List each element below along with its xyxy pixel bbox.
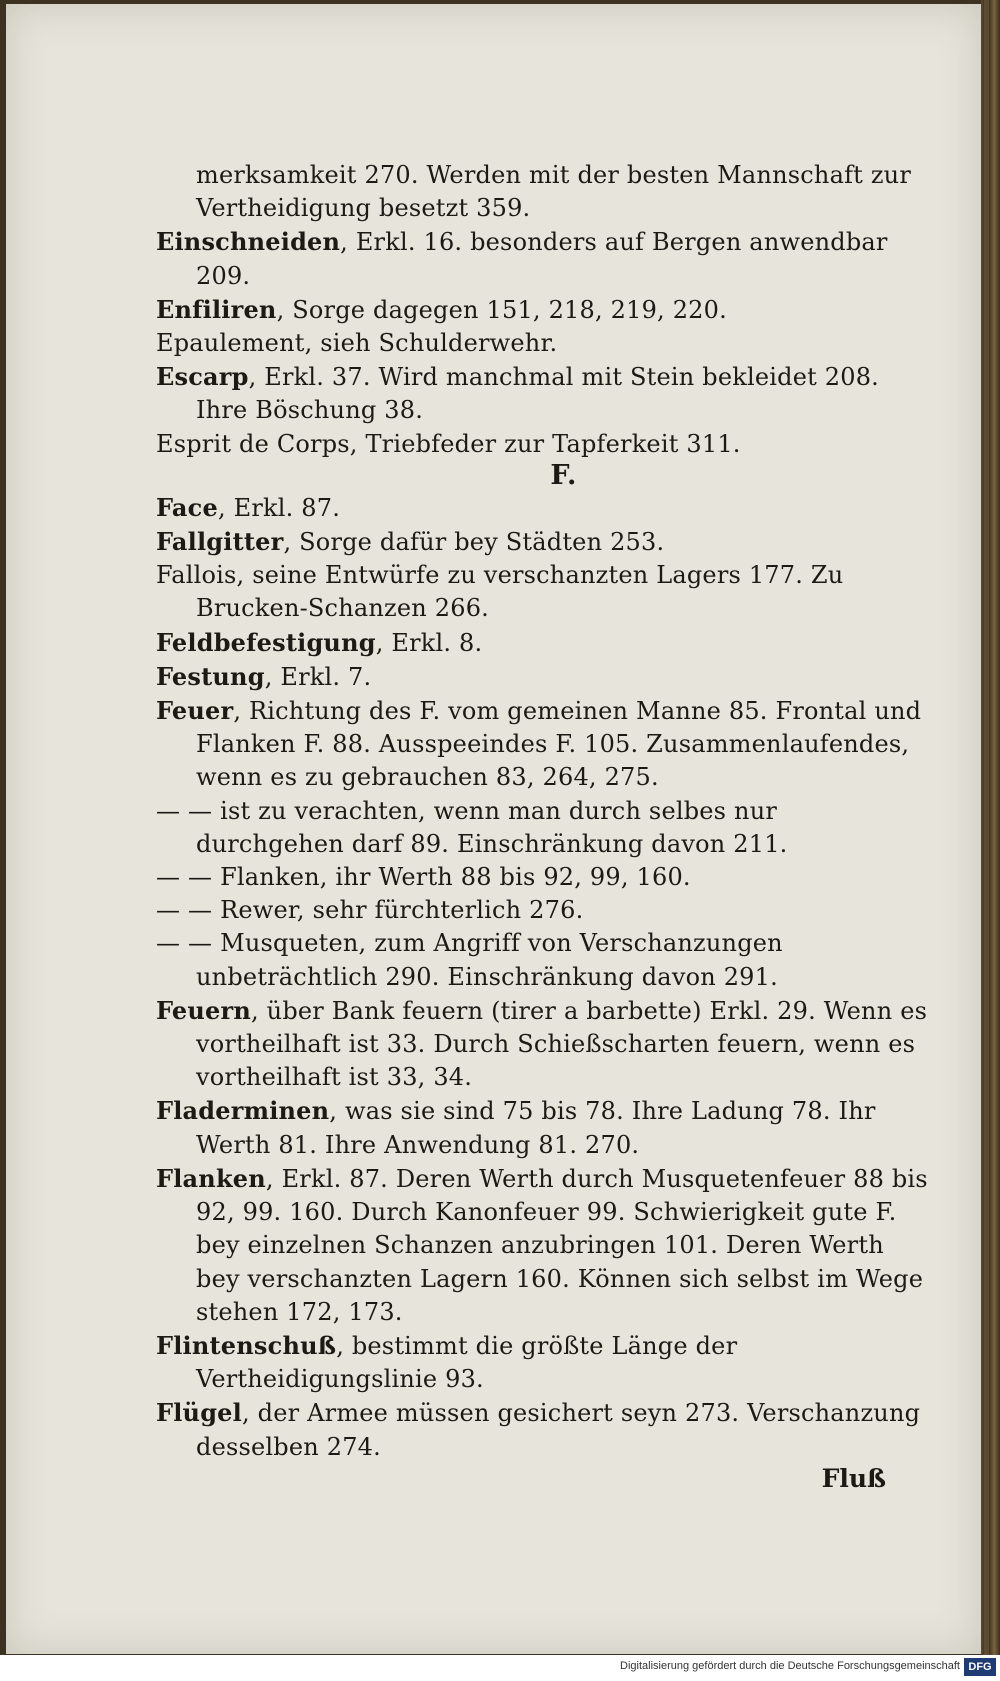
entry-head: Fladerminen xyxy=(156,1096,330,1126)
footer-credit: Digitalisierung gefördert durch die Deutsche Forschungsgemeinschaft xyxy=(620,1660,960,1672)
entry-head: Feldbefestigung xyxy=(156,627,376,657)
book-binding-edge xyxy=(981,0,1000,1655)
index-entry: Flanken, Erkl. 87. Deren Werth durch Musquetenfeuer 88 bis 92, 99. 160. Durch Kanonfeuer 99. Schwierigkeit gute F. bey einzelnen Schanzen anzubringen 101. Deren Werth bey verschanzten Lagern 160. Können sich selbst im Wege stehen 172, 173. xyxy=(156,1163,928,1326)
entry-head: Feuer xyxy=(156,696,234,726)
catchword: Fluß xyxy=(821,1464,886,1493)
index-subentry: — — ist zu verachten, wenn man durch selbes nur durchgehen darf 89. Einschränkung davon 211. xyxy=(156,796,788,858)
entry-head: Flintenschuß xyxy=(156,1330,337,1360)
dfg-logo-icon: DFG xyxy=(964,1658,996,1676)
entry-head: Festung xyxy=(156,661,265,691)
entry-head: Fallois xyxy=(156,561,237,590)
book-page xyxy=(6,4,981,1654)
entry-head: Face xyxy=(156,492,218,522)
digitization-footer xyxy=(0,1655,1000,1681)
entry-dash: — — xyxy=(156,896,213,925)
entry-head: Esprit de Corps xyxy=(156,429,350,458)
index-entry: Esprit de Corps, Triebfeder zur Tapferkeit 311. xyxy=(156,429,741,458)
index-entry: Feuern, über Bank feuern (tirer a barbette) Erkl. 29. Wenn es vortheilhaft ist 33. Durch Schießscharten feuern, wenn es vortheilhaft ist 33, 34. xyxy=(156,995,928,1092)
entry-head: Flanken xyxy=(156,1163,266,1193)
index-entry: merksamkeit 270. Werden mit der besten Mannschaft zur Vertheidigung besetzt 359. xyxy=(196,161,912,223)
entry-head: Feuern xyxy=(156,995,252,1025)
index-subentry: — — Rewer, sehr fürchterlich 276. xyxy=(156,896,584,925)
entry-head: Fallgitter xyxy=(156,527,284,557)
entry-dash: — — xyxy=(156,796,213,825)
entry-head: Einschneiden xyxy=(156,227,341,257)
index-entry: Feuer, Richtung des F. vom gemeinen Manne 85. Frontal und Flanken F. 88. Ausspeeindes F. 105. Zusammenlaufendes, wenn es zu gebrauchen 83, 264, 275. xyxy=(156,696,922,792)
index-entry: Feldbefestigung, Erkl. 8. xyxy=(156,627,483,657)
index-entry: Enfiliren, Sorge dagegen 151, 218, 219, 220. xyxy=(156,294,727,324)
index-entry: Face, Erkl. 87. xyxy=(156,492,341,522)
index-entry: Epaulement, sieh Schulderwehr. xyxy=(156,329,558,358)
index-subentry: — — Flanken, ihr Werth 88 bis 92, 99, 160. xyxy=(156,863,691,892)
entry-dash: — — xyxy=(156,863,213,892)
index-entry: Festung, Erkl. 7. xyxy=(156,661,372,691)
index-entry: Fladerminen, was sie sind 75 bis 78. Ihre Ladung 78. Ihr Werth 81. Ihre Anwendung 81. 270. xyxy=(156,1096,876,1159)
index-entry: Escarp, Erkl. 37. Wird manchmal mit Stein bekleidet 208. Ihre Böschung 38. xyxy=(156,362,880,425)
entry-head: Flügel xyxy=(156,1398,242,1428)
index-entry: Fallois, seine Entwürfe zu verschanzten Lagers 177. Zu Brucken-Schanzen 266. xyxy=(156,561,844,623)
entry-dash: — — xyxy=(156,929,213,958)
index-entry: Flügel, der Armee müssen gesichert seyn 273. Verschanzung desselben 274. xyxy=(156,1398,921,1461)
entry-head: Escarp xyxy=(156,362,249,392)
index-entry: Einschneiden, Erkl. 16. besonders auf Bergen anwendbar 209. xyxy=(156,227,888,290)
index-text xyxy=(156,159,931,1464)
entry-head: Enfiliren xyxy=(156,294,277,324)
index-entry: Fallgitter, Sorge dafür bey Städten 253. xyxy=(156,527,665,557)
entry-head: Epaulement xyxy=(156,329,305,358)
section-letter: F. xyxy=(550,459,577,491)
index-entry: Flintenschuß, bestimmt die größte Länge der Vertheidigungslinie 93. xyxy=(156,1330,738,1394)
index-subentry: — — Musqueten, zum Angriff von Verschanzungen unbeträchtlich 290. Einschränkung davon 291. xyxy=(156,929,783,991)
